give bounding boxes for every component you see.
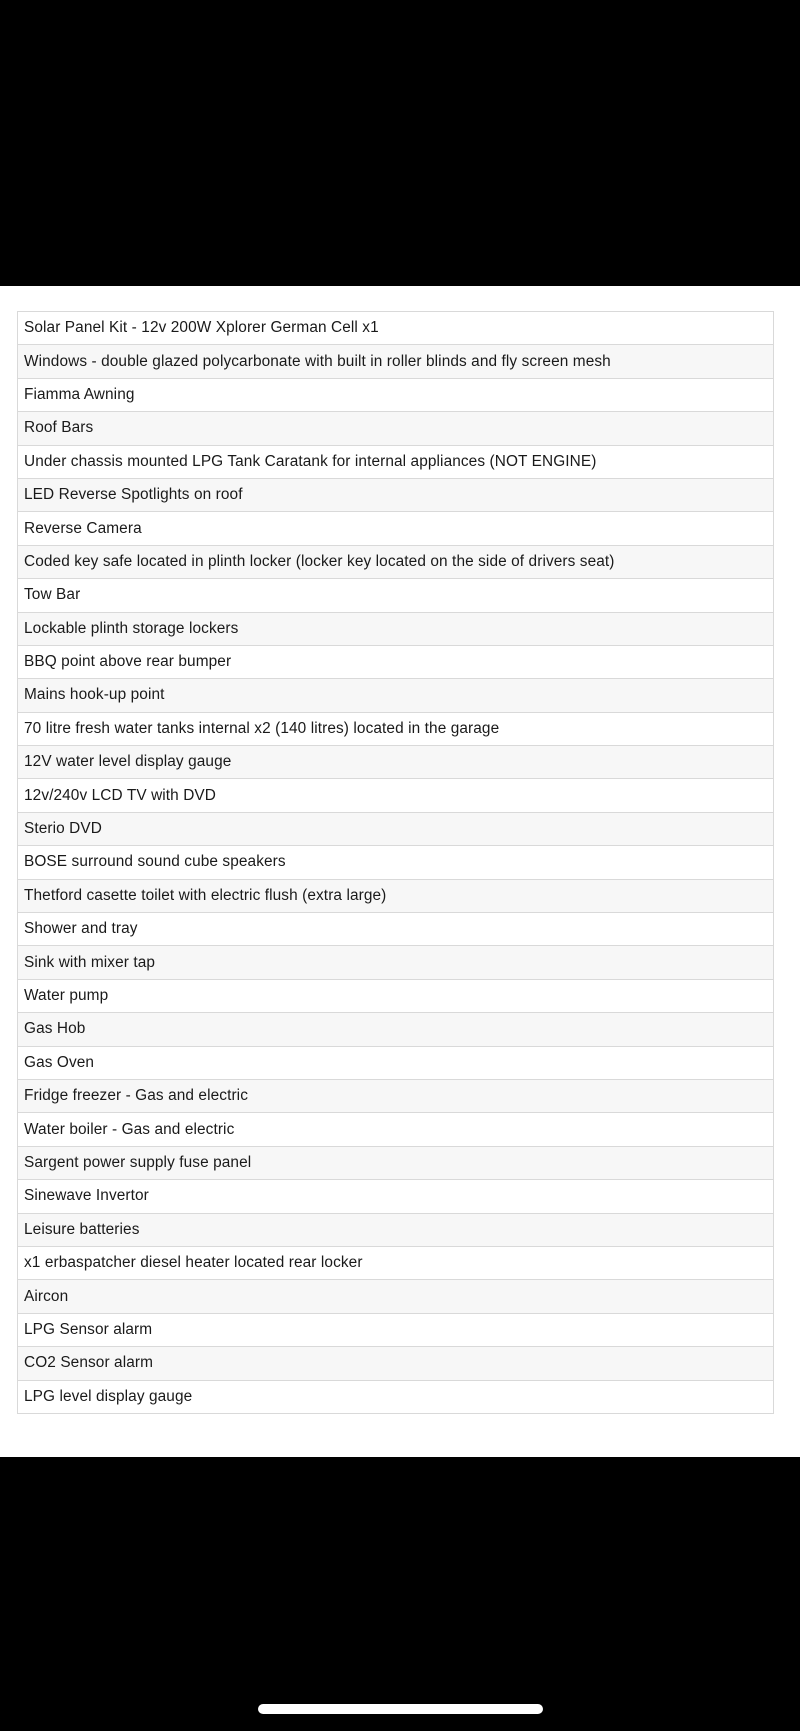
table-row — [18, 378, 774, 411]
table-row — [18, 1013, 774, 1046]
table-row — [18, 345, 774, 378]
table-cell: BBQ point above rear bumper — [18, 645, 774, 678]
table-cell: Sink with mixer tap — [18, 946, 774, 979]
spec-table-body — [18, 312, 774, 1414]
table-cell: Water boiler - Gas and electric — [18, 1113, 774, 1146]
table-cell: Gas Oven — [18, 1046, 774, 1079]
table-cell: Mains hook-up point — [18, 679, 774, 712]
table-cell: Coded key safe located in plinth locker (locker key located on the side of drivers seat) — [18, 545, 774, 578]
table-cell: 70 litre fresh water tanks internal x2 (140 litres) located in the garage — [18, 712, 774, 745]
table-row — [18, 412, 774, 445]
table-cell: Thetford casette toilet with electric flush (extra large) — [18, 879, 774, 912]
table-cell: Leisure batteries — [18, 1213, 774, 1246]
table-row — [18, 1180, 774, 1213]
table-cell: Aircon — [18, 1280, 774, 1313]
table-row — [18, 545, 774, 578]
table-row — [18, 1347, 774, 1380]
table-cell: CO2 Sensor alarm — [18, 1347, 774, 1380]
table-cell: Under chassis mounted LPG Tank Caratank for internal appliances (NOT ENGINE) — [18, 445, 774, 478]
table-row — [18, 445, 774, 478]
table-row — [18, 712, 774, 745]
table-row — [18, 1113, 774, 1146]
table-cell: Roof Bars — [18, 412, 774, 445]
table-cell: LED Reverse Spotlights on roof — [18, 478, 774, 511]
table-cell: Reverse Camera — [18, 512, 774, 545]
table-row — [18, 779, 774, 812]
table-row — [18, 645, 774, 678]
table-cell: LPG Sensor alarm — [18, 1313, 774, 1346]
table-cell: BOSE surround sound cube speakers — [18, 846, 774, 879]
table-row — [18, 679, 774, 712]
table-row — [18, 1079, 774, 1112]
table-row — [18, 1246, 774, 1279]
bottom-black-area — [0, 1457, 800, 1731]
table-row — [18, 1313, 774, 1346]
table-cell: Fiamma Awning — [18, 378, 774, 411]
table-cell: Tow Bar — [18, 579, 774, 612]
document-image — [0, 286, 800, 1457]
table-cell: LPG level display gauge — [18, 1380, 774, 1413]
table-row — [18, 1213, 774, 1246]
table-cell: Windows - double glazed polycarbonate with built in roller blinds and fly screen mesh — [18, 345, 774, 378]
table-row — [18, 1146, 774, 1179]
table-row — [18, 579, 774, 612]
table-cell: Fridge freezer - Gas and electric — [18, 1079, 774, 1112]
table-row — [18, 478, 774, 511]
table-cell: Water pump — [18, 979, 774, 1012]
table-row — [18, 979, 774, 1012]
table-row — [18, 746, 774, 779]
table-cell: Solar Panel Kit - 12v 200W Xplorer German Cell x1 — [18, 312, 774, 345]
table-row — [18, 913, 774, 946]
table-cell: 12v/240v LCD TV with DVD — [18, 779, 774, 812]
table-row — [18, 846, 774, 879]
home-indicator-bar[interactable] — [258, 1704, 543, 1714]
table-row — [18, 812, 774, 845]
table-cell: Sinewave Invertor — [18, 1180, 774, 1213]
table-cell: Sargent power supply fuse panel — [18, 1146, 774, 1179]
table-cell: x1 erbaspatcher diesel heater located rear locker — [18, 1246, 774, 1279]
table-row — [18, 946, 774, 979]
table-row — [18, 512, 774, 545]
table-cell: Gas Hob — [18, 1013, 774, 1046]
table-cell: Sterio DVD — [18, 812, 774, 845]
table-row — [18, 879, 774, 912]
table-row — [18, 612, 774, 645]
table-cell: Shower and tray — [18, 913, 774, 946]
table-cell: 12V water level display gauge — [18, 746, 774, 779]
spec-table — [17, 311, 774, 1414]
table-cell: Lockable plinth storage lockers — [18, 612, 774, 645]
table-row — [18, 1380, 774, 1413]
table-row — [18, 1046, 774, 1079]
table-row — [18, 1280, 774, 1313]
table-row — [18, 312, 774, 345]
document-page — [0, 286, 800, 1457]
top-black-area — [0, 0, 800, 286]
